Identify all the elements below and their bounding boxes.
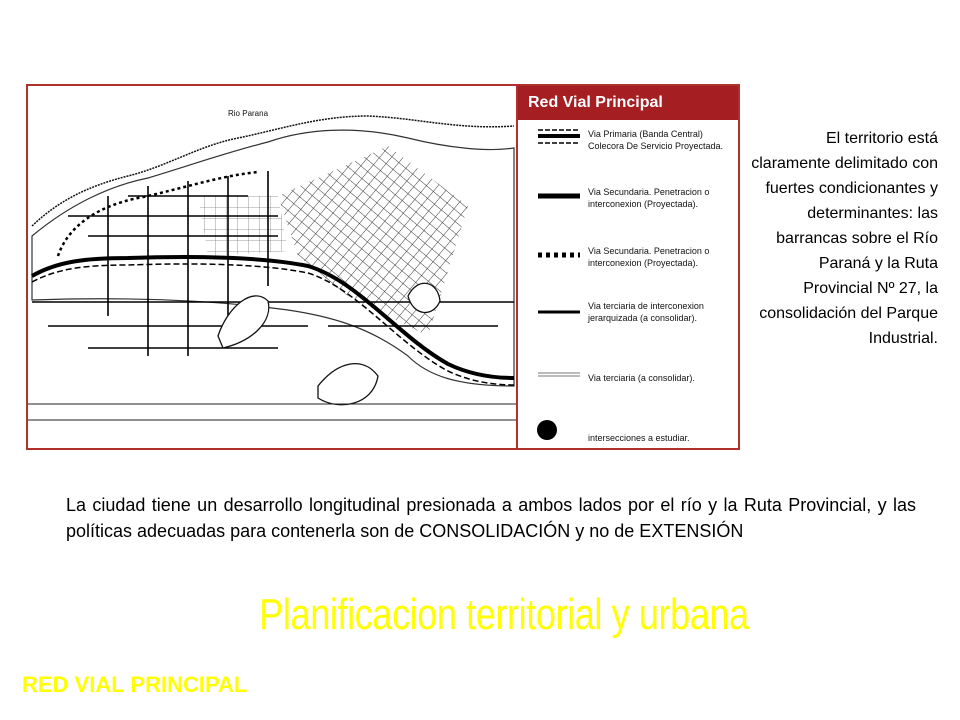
legend — [516, 86, 738, 448]
dashed-line-symbol — [538, 126, 580, 150]
west-grid — [198, 196, 288, 256]
double-line-symbol — [538, 368, 580, 382]
island — [318, 364, 378, 405]
map-drawing — [28, 86, 516, 448]
legend-label: Via terciaria de interconexion jerarquizada (a consolidar). — [588, 301, 704, 323]
section-subtitle: RED VIAL PRINCIPAL — [22, 672, 248, 697]
legend-label: Via terciaria (a consolidar). — [588, 373, 695, 383]
map-panel — [26, 84, 740, 450]
legend-label: Via Secundaria. Penetracion o interconexion (Proyectada). — [588, 246, 710, 268]
page-title: Planificacion territorial y urbana — [259, 590, 749, 639]
thick-line-symbol — [538, 186, 580, 206]
dotted-line-symbol — [538, 245, 580, 265]
legend-label: intersecciones a estudiar. — [588, 433, 690, 443]
road-network-map — [28, 86, 516, 448]
legend-label: Via Secundaria. Penetracion o interconexion (Proyectada). — [588, 187, 710, 209]
legend-label: Via Primaria (Banda Central) Colecora De Servicio Proyectada. — [588, 129, 724, 151]
legend-title: Red Vial Principal — [518, 86, 738, 120]
medium-line-symbol — [538, 302, 580, 322]
intersection-dot-icon — [536, 418, 578, 442]
description-paragraph: La ciudad tiene un desarrollo longitudinal presionada a ambos lados por el río y la Ruta Provincial, y las políticas adecuadas para contenerla son de CONSOLIDACIÓN y no de EXTENSIÓN — [66, 495, 916, 541]
side-text: El territorio está claramente delimitado con fuertes condicionantes y determinantes: las barrancas sobre el Río Paraná y la Ruta Provincial Nº 27, la consolidación del Parque Industrial. — [751, 130, 938, 347]
river-label: Rio Parana — [228, 109, 269, 118]
